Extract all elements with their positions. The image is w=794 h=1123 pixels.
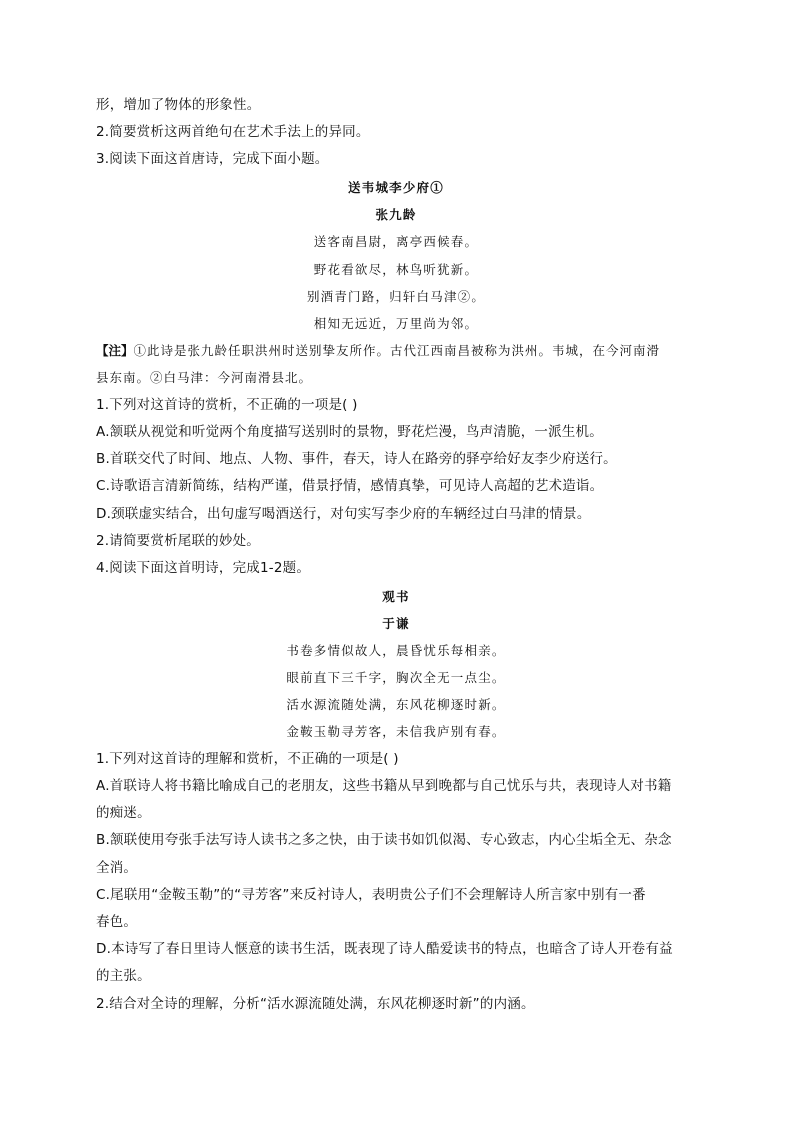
poem-verse: 眼前直下三千字，胸次全无一点尘。 [286,670,506,685]
poem-note [96,337,696,364]
option-b: B.颔联使用夸张手法写诗人读书之多之快，由于读书如饥似渴、专心致志，内心尘垢全无、杂念 [96,832,672,848]
question-4-intro: 4.阅读下面这首明诗，完成1-2题。 [96,560,311,576]
poem-note-cont: 县东南。②白马津：今河南滑县北。 [96,370,313,385]
poem-verse: 书卷多情似故人，晨昏忧乐每相亲。 [286,643,506,658]
poem-verse: 野花看欲尽，林鸟听犹新。 [313,262,479,277]
poem-verse: 相知无远近，万里尚为邻。 [313,316,479,331]
poem-verse: 送客南昌尉，离亭西候春。 [313,234,479,249]
subquestion-1: 1.下列对这首诗的赏析，不正确的一项是( ) [96,397,358,413]
poem-title: 送韦城李少府① [348,180,444,195]
poem-verse: 别酒青门路，归轩白马津②。 [306,289,486,304]
option-d: D.本诗写了春日里诗人惬意的读书生活，既表现了诗人酷爱读书的特点，也暗含了诗人开卷有益 [96,941,673,957]
subquestion-2: 2.结合对全诗的理解，分析“活水源流随处满，东风花柳逐时新”的内涵。 [96,996,535,1012]
option-c-cont: 春色。 [96,914,138,930]
option-a: A.首联诗人将书籍比喻成自己的老朋友，这些书籍从早到晚都与自己忧乐与共，表现诗人对书籍 [96,778,672,794]
question-2: 2.简要赏析这两首绝句在艺术手法上的异同。 [96,124,370,140]
option-a-cont: 的痴迷。 [96,805,151,821]
option-c: C.诗歌语言清新简练，结构严谨，借景抒情，感情真挚，可见诗人高超的艺术造诣。 [96,478,604,494]
poem-verse: 活水源流随处满，东风花柳逐时新。 [286,697,506,712]
note-text: ①此诗是张九龄任职洪州时送别挚友所作。古代江西南昌被称为洪州。韦城，在今河南滑 [133,343,661,358]
poem-title: 观书 [382,589,410,604]
question-3-intro: 3.阅读下面这首唐诗，完成下面小题。 [96,151,329,167]
poem-author: 于谦 [382,616,410,631]
note-label: 【注】 [96,343,134,358]
subquestion-1: 1.下列对这首诗的理解和赏析，不正确的一项是( ) [96,751,399,767]
option-b: B.首联交代了时间、地点、人物、事件，春天，诗人在路旁的驿亭给好友李少府送行。 [96,451,617,467]
subquestion-2: 2.请简要赏析尾联的妙处。 [96,533,260,549]
option-c: C.尾联用“金鞍玉勒”的“寻芳客”来反衬诗人，表明贵公子们不会理解诗人所言家中别有一番 [96,887,646,903]
poem-author: 张九龄 [375,207,417,222]
option-d: D.颈联虚实结合，出句虚写喝酒送行，对句实写李少府的车辆经过白马津的情景。 [96,506,591,522]
option-a: A.颔联从视觉和听觉两个角度描写送别时的景物，野花烂漫，鸟声清脆，一派生机。 [96,424,603,440]
option-b-cont: 全消。 [96,860,138,876]
option-d-cont: 的主张。 [96,968,151,984]
text-line: 形，增加了物体的形象性。 [96,97,261,113]
poem-verse: 金鞍玉勒寻芳客，未信我庐别有春。 [286,724,506,739]
